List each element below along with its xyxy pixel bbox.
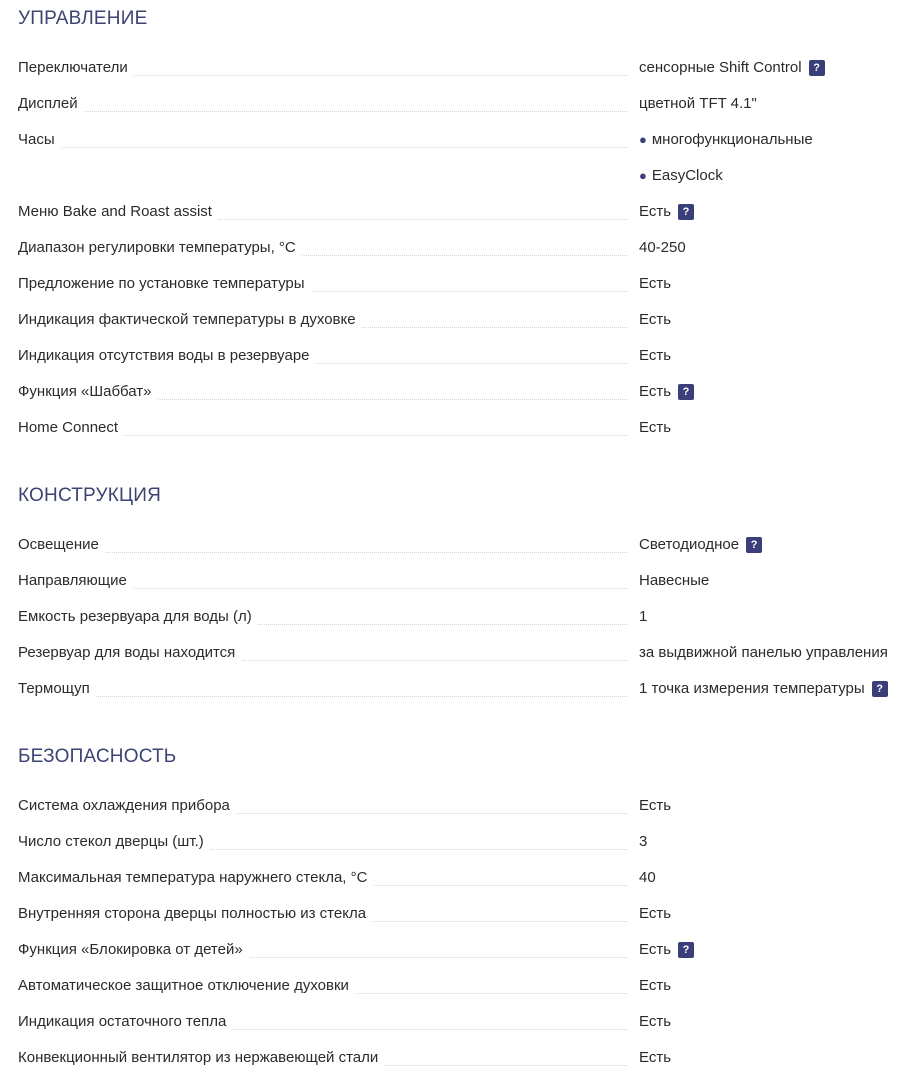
spec-value: многофункциональные [651,131,813,148]
dotted-leader [60,588,627,589]
spec-row [0,274,917,310]
spec-label: Индикация отсутствия воды в резервуаре [18,346,316,366]
spec-value-wrap [639,940,694,960]
spec-value: Есть [639,797,672,814]
spec-value-wrap [639,130,813,150]
spec-label: Емкость резервуара для воды (л) [18,607,258,627]
spec-row [0,535,917,571]
spec-label: Переключатели [18,58,134,78]
spec-value: Есть [639,347,672,364]
spec-value: Есть [639,977,672,994]
help-icon[interactable]: ? [872,681,888,697]
spec-label: Конвекционный вентилятор из нержавеющей стали [18,1048,384,1068]
spec-row [0,643,917,679]
section-title: БЕЗОПАСНОСТЬ [18,746,177,767]
spec-value: Есть [639,1049,672,1066]
bullet-icon: ● [639,132,647,147]
spec-value-wrap [639,202,694,222]
spec-value: Светодиодное [639,536,740,553]
spec-label: Направляющие [18,571,133,591]
spec-value: Есть [639,311,672,328]
spec-label: Освещение [18,535,105,555]
spec-value: Есть [639,275,672,292]
spec-row [0,679,917,715]
spec-value-wrap [639,382,694,402]
spec-value: Есть [639,203,672,220]
spec-value: Есть [639,941,672,958]
spec-label: Меню Bake and Roast assist [18,202,218,222]
spec-value-wrap [639,679,888,699]
spec-row [0,940,917,976]
spec-value: 40 [639,869,656,886]
spec-value: 1 точка измерения температуры [639,680,865,697]
spec-label: Внутренняя сторона дверцы полностью из стекла [18,904,372,924]
spec-row [0,607,917,643]
spec-value: Есть [639,419,672,436]
spec-row [0,1012,917,1048]
help-icon[interactable]: ? [809,60,825,76]
spec-value: EasyClock [651,167,723,184]
spec-label: Максимальная температура наружнего стекла, °C [18,868,373,888]
spec-label: Часы [18,130,61,150]
spec-row [0,238,917,274]
spec-row [0,94,917,130]
spec-label: Резервуар для воды находится [18,643,241,663]
spec-label: Функция «Блокировка от детей» [18,940,249,960]
help-icon[interactable]: ? [746,537,762,553]
spec-value: Есть [639,905,672,922]
bullet-icon: ● [639,168,647,183]
section-title: КОНСТРУКЦИЯ [18,485,162,506]
spec-label: Предложение по установке температуры [18,274,311,294]
help-icon[interactable]: ? [678,204,694,220]
dotted-leader [60,552,627,553]
spec-row [0,130,917,166]
spec-value: Есть [639,383,672,400]
spec-row [0,202,917,238]
spec-value: 40-250 [639,239,686,256]
spec-label: Система охлаждения прибора [18,796,236,816]
section-title: УПРАВЛЕНИЕ [18,8,148,29]
spec-value: 1 [639,608,648,625]
spec-row [0,832,917,868]
spec-row [0,904,917,940]
spec-label: Функция «Шаббат» [18,382,158,402]
help-icon[interactable]: ? [678,942,694,958]
help-icon[interactable]: ? [678,384,694,400]
spec-value: за выдвижной панелью управления [639,644,888,661]
spec-row [0,571,917,607]
spec-value: Есть [639,1013,672,1030]
spec-row [0,310,917,346]
spec-row [0,166,917,202]
spec-row [0,976,917,1012]
spec-label: Индикация фактической температуры в духовке [18,310,362,330]
spec-value: Навесные [639,572,710,589]
spec-label: Дисплей [18,94,84,114]
dotted-leader [60,111,627,112]
dotted-leader [60,696,627,697]
spec-label: Home Connect [18,418,124,438]
spec-value: сенсорные Shift Control [639,59,802,76]
dotted-leader [60,147,627,148]
spec-row [0,796,917,832]
spec-row [0,418,917,454]
spec-row [0,868,917,904]
spec-value-wrap [639,58,825,78]
spec-row [0,1048,917,1084]
spec-label: Термощуп [18,679,96,699]
spec-row [0,346,917,382]
spec-value: 3 [639,833,648,850]
spec-value-wrap [639,535,762,555]
spec-label: Число стекол дверцы (шт.) [18,832,210,852]
spec-label: Индикация остаточного тепла [18,1012,232,1032]
spec-row [0,382,917,418]
spec-value: цветной TFT 4.1" [639,95,757,112]
spec-value-wrap [639,166,723,186]
spec-row [0,58,917,94]
spec-label: Диапазон регулировки температуры, °C [18,238,302,258]
dotted-leader [60,435,627,436]
dotted-leader [60,75,627,76]
spec-label: Автоматическое защитное отключение духовки [18,976,355,996]
